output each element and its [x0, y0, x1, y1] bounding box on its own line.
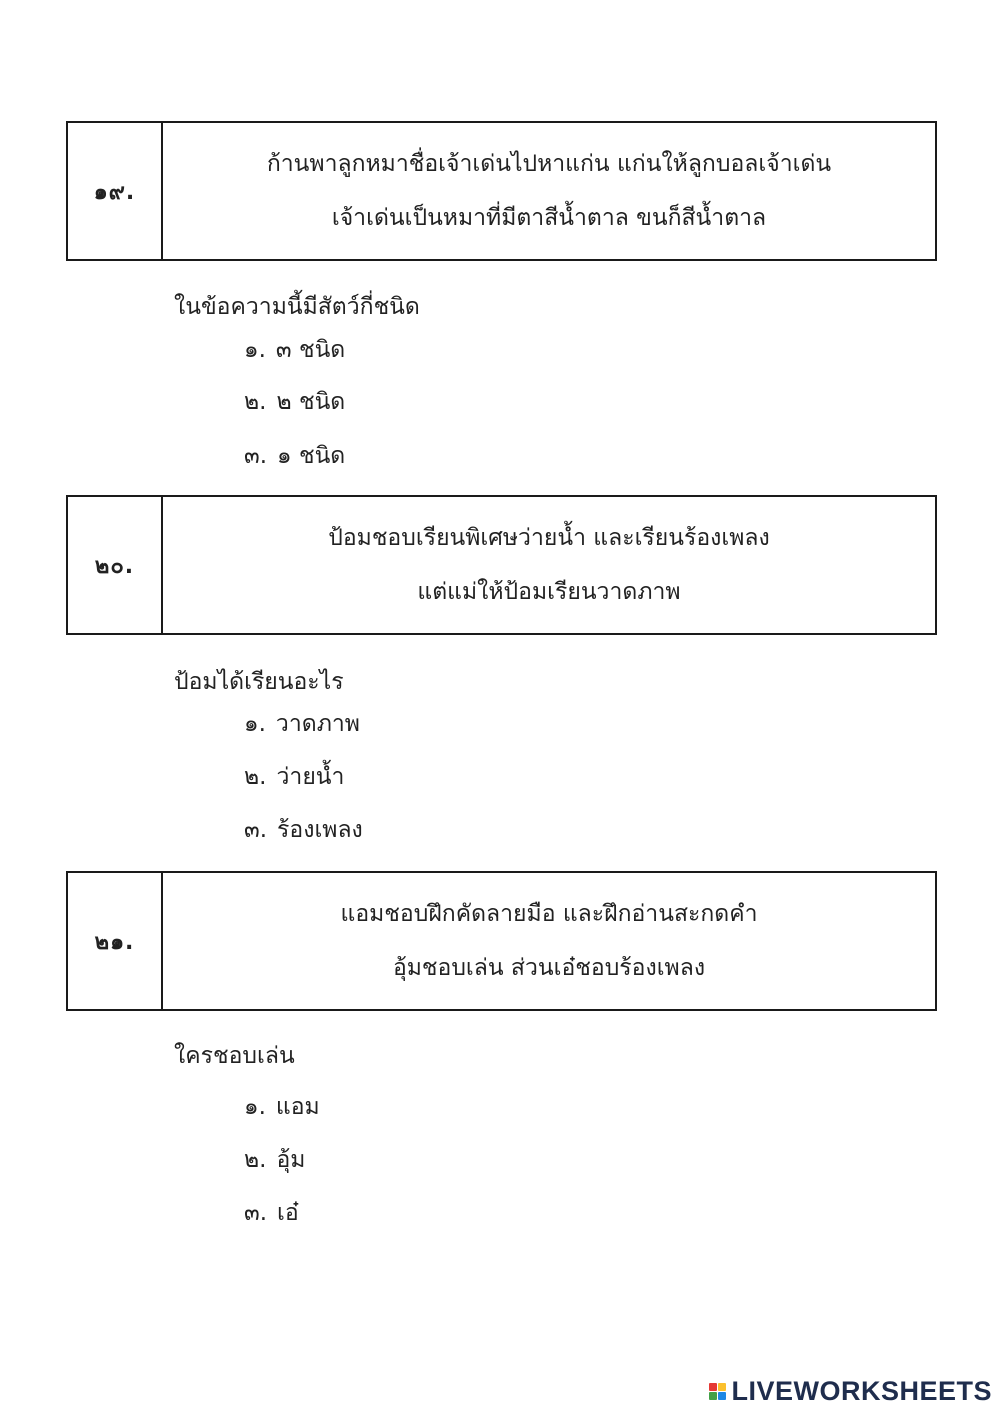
choice-text: ร้องเพลง — [277, 817, 363, 843]
question-text-line: เจ้าเด่นเป็นหมาที่มีตาสีน้ำตาล ขนก็สีน้ำตาล — [331, 205, 767, 231]
answer-choice[interactable] — [244, 707, 360, 741]
question-prompt: ใครชอบเล่น — [174, 1043, 295, 1069]
choice-number: ๒. — [244, 764, 267, 790]
choice-number: ๒. — [244, 1147, 267, 1173]
choice-number: ๑. — [244, 711, 266, 737]
answer-choice[interactable] — [244, 439, 345, 473]
question-number: ๒๑. — [68, 873, 163, 1009]
choice-text: แอม — [275, 1094, 320, 1120]
question-text-line: อุ้มชอบเล่น ส่วนเอ๋ชอบร้องเพลง — [392, 955, 706, 981]
answer-choice[interactable] — [244, 1143, 305, 1177]
question-text-line: ก้านพาลูกหมาชื่อเจ้าเด่นไปหาแก่น แก่นให้ลูกบอลเจ้าเด่น — [266, 151, 832, 177]
choice-text: ๓ ชนิด — [275, 337, 346, 363]
choice-text: วาดภาพ — [275, 711, 360, 737]
choice-number: ๓. — [244, 817, 268, 843]
choice-number: ๒. — [244, 389, 267, 415]
choice-text: ๑ ชนิด — [277, 443, 346, 469]
question-box-21 — [66, 871, 937, 1011]
question-box-19 — [66, 121, 937, 261]
answer-choice[interactable] — [244, 813, 363, 847]
question-text — [163, 497, 935, 633]
choice-text: ว่ายน้ำ — [276, 764, 345, 790]
answer-choice[interactable] — [244, 760, 344, 794]
question-number: ๒๐. — [68, 497, 163, 633]
question-text-line: ป้อมชอบเรียนพิเศษว่ายน้ำ และเรียนร้องเพลง — [328, 525, 770, 551]
answer-choice[interactable] — [244, 1196, 299, 1230]
choice-number: ๑. — [244, 337, 266, 363]
logo-square — [718, 1392, 726, 1400]
choice-number: ๓. — [244, 1200, 268, 1226]
choice-number: ๓. — [244, 443, 268, 469]
choice-text: เอ๋ — [277, 1200, 299, 1226]
choice-number: ๑. — [244, 1094, 266, 1120]
question-box-20 — [66, 495, 937, 635]
question-prompt: ในข้อความนี้มีสัตว์กี่ชนิด — [174, 294, 420, 320]
logo-mark-icon — [709, 1383, 726, 1400]
question-text-line: แต่แม่ให้ป้อมเรียนวาดภาพ — [417, 579, 681, 605]
answer-choice[interactable] — [244, 385, 345, 419]
answer-choice[interactable] — [244, 1090, 320, 1124]
logo-square — [718, 1383, 726, 1391]
choice-text: อุ้ม — [276, 1147, 306, 1173]
question-text-line: แอมชอบฝึกคัดลายมือ และฝึกอ่านสะกดคำ — [340, 901, 758, 927]
answer-choice[interactable] — [244, 333, 345, 367]
question-prompt: ป้อมได้เรียนอะไร — [174, 669, 344, 695]
choice-text: ๒ ชนิด — [276, 389, 346, 415]
logo-square — [709, 1383, 717, 1391]
question-text — [163, 873, 935, 1009]
liveworksheets-logo — [709, 1376, 992, 1407]
question-number: ๑๙. — [68, 123, 163, 259]
logo-text: LIVEWORKSHEETS — [731, 1376, 992, 1406]
question-text — [163, 123, 935, 259]
logo-square — [709, 1392, 717, 1400]
